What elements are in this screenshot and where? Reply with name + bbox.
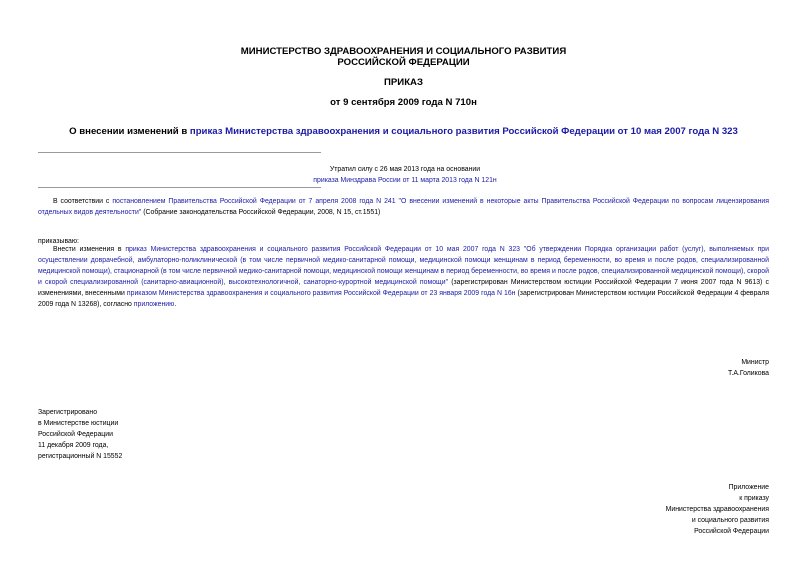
signature-name: Т.А.Голикова xyxy=(727,370,769,377)
status-note xyxy=(300,164,510,186)
registration-line: Российской Федерации xyxy=(38,431,113,438)
appendix-line: к приказу xyxy=(739,495,769,502)
preamble-text-1: В соответствии с xyxy=(53,198,113,205)
ministry-line-2: РОССИЙСКОЙ ФЕДЕРАЦИИ xyxy=(337,57,470,68)
registration-line: регистрационный N 15552 xyxy=(38,453,123,460)
registration-line: Зарегистрировано xyxy=(38,409,98,416)
appendix-block xyxy=(666,482,769,537)
body-paragraph xyxy=(38,244,769,310)
preamble-text-2: (Собрание законодательства Российской Федерации, 2008, N 15, ст.1551) xyxy=(141,209,381,216)
appendix-line: и социального развития xyxy=(691,517,769,524)
divider-top xyxy=(38,152,321,153)
appendix-line: Приложение xyxy=(728,484,769,491)
status-line-1: Утратил силу с 26 мая 2013 года на основании xyxy=(329,166,481,173)
appendix-line: Министерства здравоохранения xyxy=(665,506,769,513)
status-link[interactable]: приказа Минздрава России от 11 марта 2013 года N 121н xyxy=(313,177,497,184)
document-date: от 9 сентября 2009 года N 710н xyxy=(330,97,477,108)
signature-block xyxy=(728,357,769,379)
ministry-line-1: МИНИСТЕРСТВО ЗДРАВООХРАНЕНИЯ И СОЦИАЛЬНОГО РАЗВИТИЯ xyxy=(240,46,567,57)
body-text-4: . xyxy=(174,301,177,308)
registration-block xyxy=(38,407,122,462)
preamble-link[interactable]: постановлением Правительства Российской Федерации от 7 апреля 2008 года N 241 "О внесении изменений в некоторые акты Правительства Российской Федерации по вопросам лицензирования отдельных видов деятельности" xyxy=(38,198,769,216)
registration-line: в Министерстве юстиции xyxy=(38,420,119,427)
registration-line: 11 декабря 2009 года, xyxy=(38,442,109,449)
body-link-appendix[interactable]: приложению xyxy=(133,301,175,308)
appendix-line: Российской Федерации xyxy=(694,528,769,535)
body-link-order-323[interactable]: приказ Министерства здравоохранения и социального развития Российской Федерации от 10 мая 2007 года N 323 "Об утверждении Порядка организации работ (услуг), выполняемых при осуществлении доврачебной, амбулаторно-поликлинической (в том числе первичной медико-санитарной помощи, медицинской помощи женщинам в период беременности, во время и после родов, специализированной медицинской помощи), стационарной (в том числе первичной медико-санитарной помощи, медицинской помощи женщинам в период беременности, во время и после родов, специализированной медицинской помощи), скорой и скорой специализированной (санитарно-авиационной), высокотехнологичной, санаторно-курортной медицинской помощи" xyxy=(38,246,769,286)
title-link[interactable]: приказ Министерства здравоохранения и социального развития Российской Федерации от 10 мая 2007 года N 323 xyxy=(189,126,738,137)
body-text-2: (зарегистрирован Министерством юстиции Российской Федерации 7 июня 2007 года N 9613) с изменениями, внесенными xyxy=(38,279,769,297)
body-text-1: Внести изменения в xyxy=(53,246,126,253)
preamble-paragraph xyxy=(38,196,769,218)
order-word: приказываю: xyxy=(38,238,79,245)
document-type: ПРИКАЗ xyxy=(384,77,423,88)
title-prefix: О внесении изменений в xyxy=(69,126,190,137)
body-link-order-16n[interactable]: приказом Министерства здравоохранения и социального развития Российской Федерации от 23 января 2009 года N 16н xyxy=(126,290,516,297)
body-text-3: (зарегистрирован Министерством юстиции Российской Федерации 4 февраля 2009 года N 13268), согласно xyxy=(38,290,769,308)
document-title xyxy=(0,126,807,137)
divider-bottom xyxy=(38,187,321,188)
ministry-heading xyxy=(0,46,807,68)
signature-position: Министр xyxy=(741,359,769,366)
